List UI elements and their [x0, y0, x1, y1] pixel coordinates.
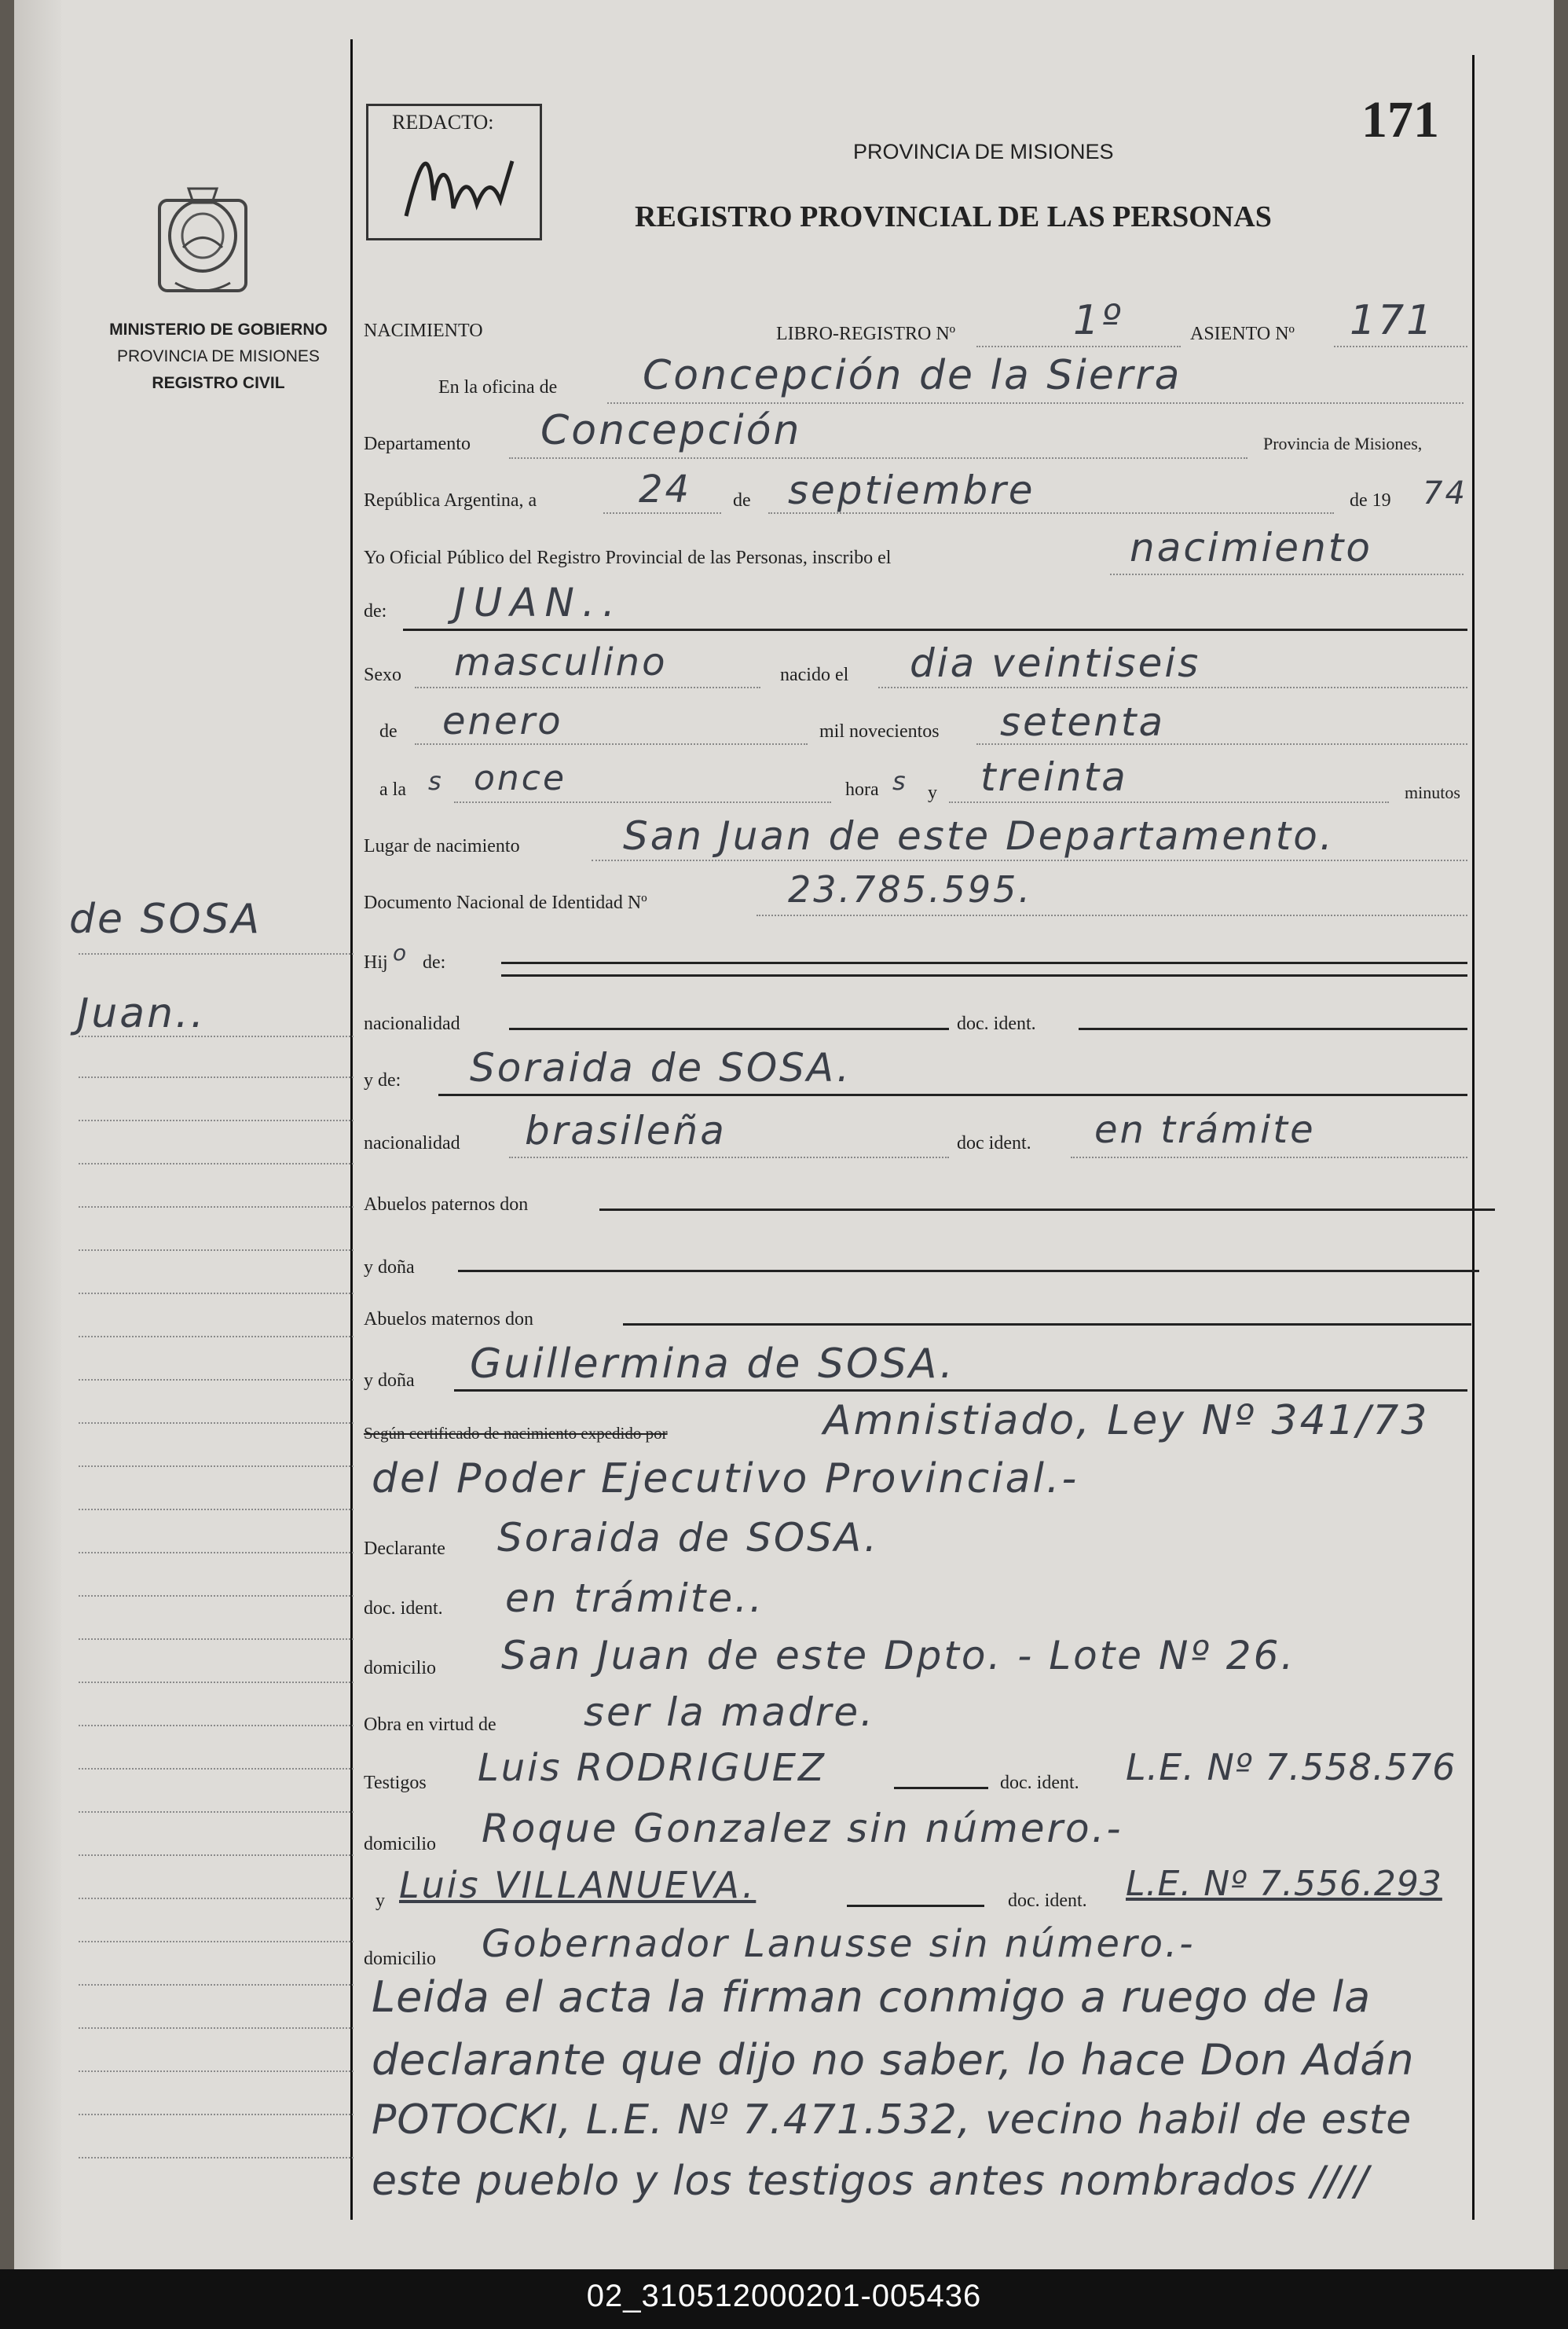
margin-line	[79, 1638, 354, 1640]
segun-value-2: del Poder Ejecutivo Provincial.-	[372, 1455, 1079, 1502]
anio-value: 74	[1423, 475, 1467, 512]
segun-value: Amnistiado, Ley Nº 341/73	[823, 1397, 1430, 1444]
dni-value: 23.785.595.	[788, 868, 1032, 911]
asiento-value: 171	[1350, 297, 1435, 344]
image-caption: 02_310512000201-005436	[586, 2279, 982, 2313]
nacionalidad-padre-label: nacionalidad	[364, 1014, 460, 1034]
mil-label: mil novecientos	[819, 721, 940, 742]
dni-line	[757, 915, 1467, 916]
dona-mat-label: y doña	[364, 1370, 415, 1391]
abuela-mat-value: Guillermina de SOSA.	[470, 1341, 955, 1388]
mes-nac-line	[415, 743, 808, 745]
margin-line	[79, 1941, 354, 1942]
madre-value: Soraida de SOSA.	[470, 1045, 852, 1091]
obra-label: Obra en virtud de	[364, 1715, 496, 1735]
page-number: 171	[1361, 91, 1439, 149]
page-edge	[14, 0, 61, 2269]
domicilio-t1-label: domicilio	[364, 1834, 436, 1854]
provincia-label: Provincia de Misiones,	[1263, 434, 1423, 453]
lugar-value: San Juan de este Departamento.	[623, 813, 1335, 859]
abuela-mat-line	[454, 1389, 1467, 1392]
de-label: de	[733, 490, 751, 511]
obra-value: ser la madre.	[584, 1689, 875, 1735]
nacionalidad-madre-label: nacionalidad	[364, 1133, 460, 1153]
margin-line	[79, 1854, 354, 1856]
oficial-label: Yo Oficial Público del Registro Provincial de las Personas, inscribo el	[364, 548, 892, 568]
margin-line	[79, 1249, 354, 1251]
doc-padre-label: doc. ident.	[957, 1014, 1036, 1034]
minutos-label: minutos	[1405, 783, 1460, 802]
mes-nac-label: de	[379, 721, 397, 742]
domicilio-value: San Juan de este Dpto. - Lote Nº 26.	[501, 1633, 1296, 1678]
doc-madre-label: doc ident.	[957, 1133, 1031, 1153]
mes-value: septiembre	[788, 468, 1035, 513]
doc-decl-label: doc. ident.	[364, 1598, 443, 1619]
registry-heading: REGISTRO PROVINCIAL DE LAS PERSONAS	[635, 200, 1272, 233]
dona-pat-label: y doña	[364, 1257, 415, 1278]
libro-label: LIBRO-REGISTRO Nº	[776, 324, 956, 344]
doc-madre-value: en trámite	[1094, 1108, 1316, 1152]
horas-label: hora	[845, 779, 879, 800]
record-type: NACIMIENTO	[364, 321, 483, 341]
alas-label: a la	[379, 779, 406, 800]
departamento-value: Concepción	[540, 407, 802, 454]
oficina-label: En la oficina de	[438, 377, 558, 398]
departamento-label: Departamento	[364, 434, 471, 454]
testigo2-line	[847, 1905, 984, 1907]
margin-line	[79, 2157, 354, 2158]
registry-page	[14, 0, 1554, 2269]
form-left-border	[350, 39, 353, 2220]
asiento-label: ASIENTO Nº	[1190, 324, 1295, 344]
dni-label: Documento Nacional de Identidad Nº	[364, 893, 647, 913]
margin-note-name: Juan..	[77, 990, 207, 1037]
domicilio-t2-value: Gobernador Lanusse sin número.-	[482, 1922, 1196, 1966]
margin-line	[79, 1725, 354, 1726]
testigo1-line	[894, 1787, 988, 1789]
ministry-name: MINISTERIO DE GOBIERNO	[109, 321, 328, 339]
hijo-line-2	[501, 974, 1467, 977]
margin-line	[79, 1036, 354, 1037]
lugar-label: Lugar de nacimiento	[364, 836, 520, 856]
dia-line	[603, 512, 721, 514]
dia-value: 24	[639, 468, 692, 512]
oficial-value: nacimiento	[1130, 525, 1372, 570]
margin-line	[79, 1552, 354, 1553]
hijo-suffix: o	[393, 940, 409, 966]
margin-line	[79, 953, 354, 955]
ministry-civil: REGISTRO CIVIL	[152, 374, 285, 392]
nombre-label: de:	[364, 601, 387, 622]
oficial-line	[1110, 574, 1464, 575]
y-t2-label: y	[376, 1891, 385, 1911]
nacido-line	[878, 687, 1467, 688]
testigos-label: Testigos	[364, 1773, 427, 1793]
minutos-value: treinta	[980, 754, 1128, 800]
abuelos-pat-line	[599, 1209, 1495, 1211]
doc-t2-value: L.E. Nº 7.556.293	[1126, 1864, 1442, 1904]
doc-decl-value: en trámite..	[505, 1575, 764, 1621]
nacionalidad-padre-line	[509, 1028, 949, 1030]
stamp-signature	[375, 138, 532, 232]
closing-line-4: este pueblo y los testigos antes nombrados ////	[372, 2158, 1369, 2205]
redacto-stamp	[366, 104, 542, 240]
closing-line-1: Leida el acta la firman conmigo a ruego de la	[372, 1972, 1372, 2022]
anio-label: de 19	[1350, 490, 1391, 511]
domicilio-t2-label: domicilio	[364, 1949, 436, 1969]
form-right-border	[1472, 55, 1475, 2220]
libro-line	[976, 346, 1181, 347]
margin-line	[79, 1076, 354, 1078]
oficina-line	[607, 402, 1464, 404]
mes-nac-value: enero	[442, 699, 563, 743]
nacido-value: dia veintiseis	[910, 640, 1201, 686]
margin-line	[79, 1984, 354, 1986]
hijo-de-label: de:	[423, 952, 446, 973]
madre-label: y de:	[364, 1070, 401, 1091]
margin-line	[79, 2070, 354, 2072]
mil-line	[976, 743, 1467, 745]
margin-line	[79, 1465, 354, 1467]
nacionalidad-madre-line	[509, 1157, 949, 1158]
sexo-line	[415, 687, 760, 688]
domicilio-label: domicilio	[364, 1658, 436, 1678]
sexo-label: Sexo	[364, 665, 401, 685]
margin-line	[79, 1336, 354, 1337]
horas-suffix: s	[892, 766, 908, 796]
departamento-line	[509, 457, 1247, 459]
lugar-line	[592, 860, 1467, 861]
testigo1-value: Luis RODRIGUEZ	[478, 1746, 826, 1790]
province-heading: PROVINCIA DE MISIONES	[853, 140, 1114, 163]
margin-line	[79, 1293, 354, 1294]
hora-line	[454, 801, 831, 803]
margin-line	[79, 1379, 354, 1381]
minutos-line	[949, 801, 1389, 803]
doc-padre-line	[1079, 1028, 1467, 1030]
closing-line-3: POTOCKI, L.E. Nº 7.471.532, vecino habil de este	[372, 2096, 1412, 2144]
margin-line	[79, 1682, 354, 1683]
nombre-line	[403, 629, 1467, 631]
margin-line	[79, 1509, 354, 1510]
madre-line	[438, 1094, 1467, 1096]
hijo-line	[501, 962, 1467, 964]
nombre-value: JUAN..	[454, 580, 623, 625]
margin-line	[79, 1206, 354, 1208]
abuelos-mat-line	[623, 1323, 1471, 1326]
declarante-label: Declarante	[364, 1539, 445, 1559]
doc-madre-line	[1071, 1157, 1467, 1158]
margin-line	[79, 1768, 354, 1770]
margin-note-surname: de SOSA	[69, 896, 262, 943]
mes-line	[768, 512, 1334, 514]
margin-line	[79, 2114, 354, 2115]
margin-line	[79, 1120, 354, 1121]
ministry-province: PROVINCIA DE MISIONES	[117, 347, 320, 365]
margin-line	[79, 1422, 354, 1424]
testigo2-value: Luis VILLANUEVA.	[399, 1864, 757, 1906]
hora-value: once	[474, 758, 567, 798]
nacido-label: nacido el	[780, 665, 849, 685]
margin-line	[79, 1811, 354, 1813]
margin-line	[79, 1163, 354, 1164]
asiento-line	[1334, 346, 1467, 347]
margin-line	[79, 2027, 354, 2029]
sexo-value: masculino	[454, 640, 668, 684]
abuelos-mat-label: Abuelos maternos don	[364, 1309, 533, 1330]
margin-line	[79, 1898, 354, 1899]
nacionalidad-madre-value: brasileña	[525, 1108, 727, 1153]
closing-line-2: declarante que dijo no saber, lo hace Don Adán	[372, 2035, 1415, 2085]
ministry-emblem	[140, 173, 266, 299]
stamp-label: REDACTO:	[392, 111, 494, 134]
alas-suffix: s	[428, 766, 444, 796]
declarante-value: Soraida de SOSA.	[497, 1515, 879, 1561]
doc-t1-value: L.E. Nº 7.558.576	[1126, 1746, 1456, 1788]
abuelos-pat-label: Abuelos paternos don	[364, 1194, 529, 1215]
republica-label: República Argentina, a	[364, 490, 537, 511]
segun-label: Según certificado de nacimiento expedido por	[364, 1424, 668, 1443]
domicilio-t1-value: Roque Gonzalez sin número.-	[482, 1806, 1123, 1851]
doc-t2-label: doc. ident.	[1008, 1891, 1087, 1911]
y-label: y	[928, 783, 937, 803]
doc-t1-label: doc. ident.	[1000, 1773, 1079, 1793]
libro-value: 1º	[1073, 297, 1123, 344]
margin-line	[79, 1595, 354, 1597]
oficina-value: Concepción de la Sierra	[643, 352, 1182, 399]
hijo-label: Hij	[364, 952, 388, 973]
mil-value: setenta	[1000, 699, 1166, 745]
dona-pat-line	[458, 1270, 1479, 1272]
